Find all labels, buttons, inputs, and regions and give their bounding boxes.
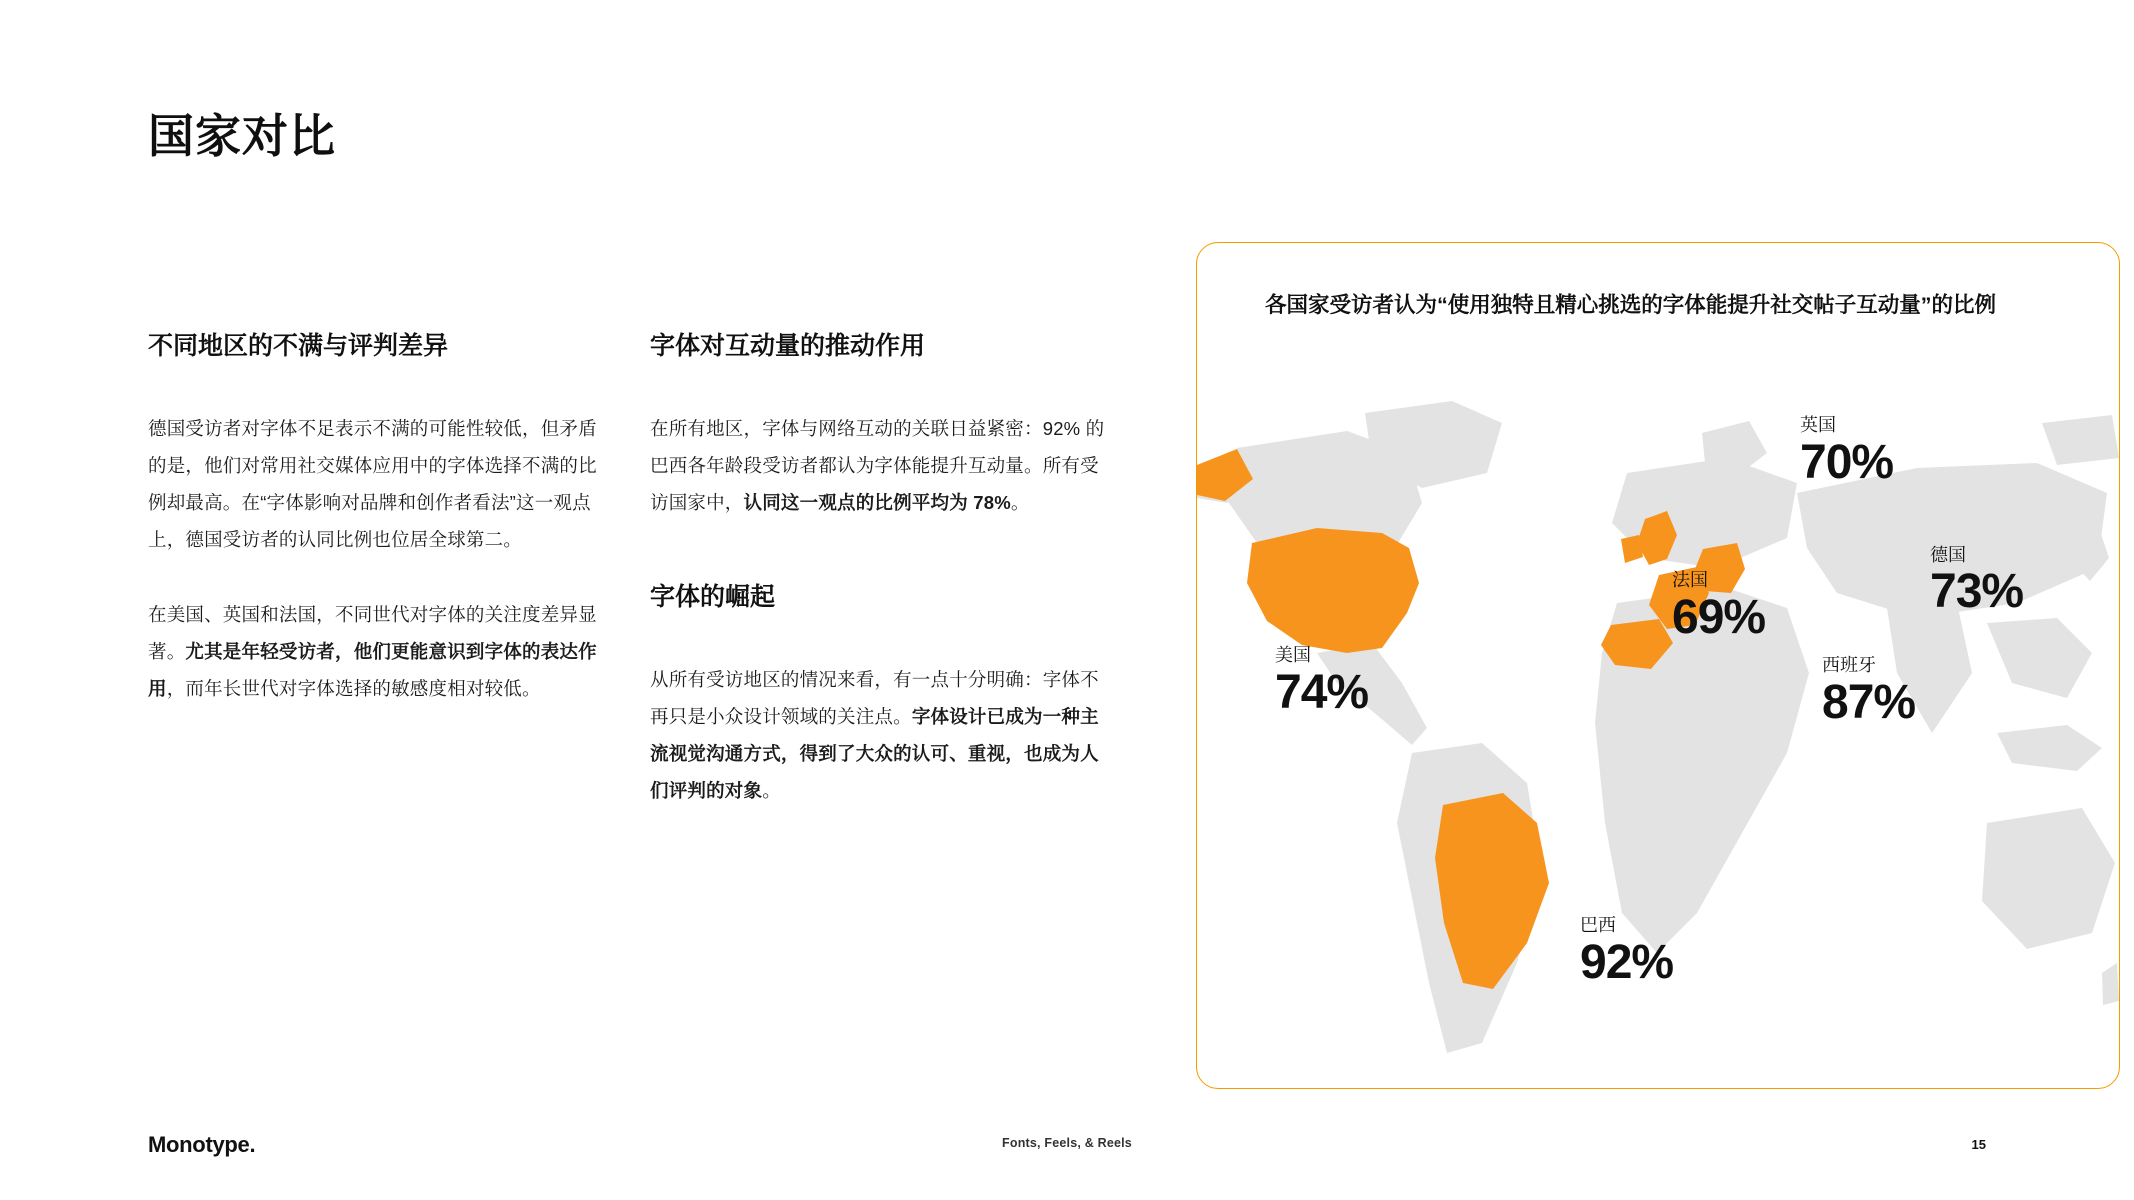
- column-1-heading: 不同地区的不满与评判差异: [148, 332, 449, 360]
- callout-spain: [1822, 655, 1915, 727]
- callout-uk: [1800, 415, 1893, 487]
- callout-germany-value: 73%: [1930, 564, 2024, 618]
- callout-uk-value: 70%: [1800, 435, 1894, 489]
- column-1-paragraph-1: 德国受访者对字体不足表示不满的可能性较低，但矛盾的是，他们对常用社交媒体应用中的字体选择不满的比例却最高。在“字体影响对品牌和创作者看法”这一观点上，德国受访者的认同比例也位居全球第二。: [148, 417, 597, 550]
- callout-brazil-value: 92%: [1580, 935, 1674, 989]
- callout-brazil-label: 巴西: [1580, 915, 1616, 935]
- footer-document-title: Fonts, Feels, & Reels: [1002, 1136, 1132, 1150]
- column-2-paragraph-1: 在所有地区，字体与网络互动的关联日益紧密：92% 的巴西各年龄段受访者都认为字体能提升互动量。所有受访国家中，认同这一观点的比例平均为 78%。: [650, 417, 1105, 513]
- callout-spain-value: 87%: [1822, 675, 1916, 729]
- column-1-paragraph-2: 在美国、英国和法国，不同世代对字体的关注度差异显著。尤其是年轻受访者，他们更能意识到字体的表达作用，而年长世代对字体选择的敏感度相对较低。: [148, 603, 597, 699]
- map-country-usa: [1247, 528, 1419, 653]
- callout-brazil: [1580, 915, 1673, 987]
- callout-usa: [1275, 645, 1368, 717]
- callout-germany-label: 德国: [1930, 545, 1966, 565]
- callout-france: [1672, 570, 1765, 642]
- column-2-heading-2: 字体的崛起: [650, 582, 776, 611]
- callout-germany: [1930, 545, 2025, 618]
- callout-usa-value: 74%: [1275, 665, 1369, 719]
- column-2-paragraph-2: 从所有受访地区的情况来看，有一点十分明确：字体不再只是小众设计领域的关注点。字体设计已成为一种主流视觉沟通方式，得到了大众的认可、重视，也成为人们评判的对象。: [650, 668, 1099, 801]
- callout-spain-label: 西班牙: [1822, 655, 1876, 675]
- callout-france-label: 法国: [1672, 570, 1708, 590]
- page-title: 国家对比: [148, 110, 336, 162]
- text-column-right: [650, 330, 1110, 847]
- text-column-left: [148, 330, 608, 745]
- chart-title: 各国家受访者认为“使用独特且精心挑选的字体能提升社交帖子互动量”的比例: [1265, 293, 1997, 317]
- column-2-heading: 字体对互动量的推动作用: [650, 332, 926, 360]
- callout-usa-label: 美国: [1275, 645, 1311, 665]
- callout-france-value: 69%: [1672, 590, 1766, 644]
- map-country-ireland: [1621, 535, 1643, 563]
- callout-uk-label: 英国: [1800, 415, 1836, 435]
- page-number: 15: [1971, 1137, 1986, 1152]
- brand-logo: Monotype.: [148, 1132, 256, 1157]
